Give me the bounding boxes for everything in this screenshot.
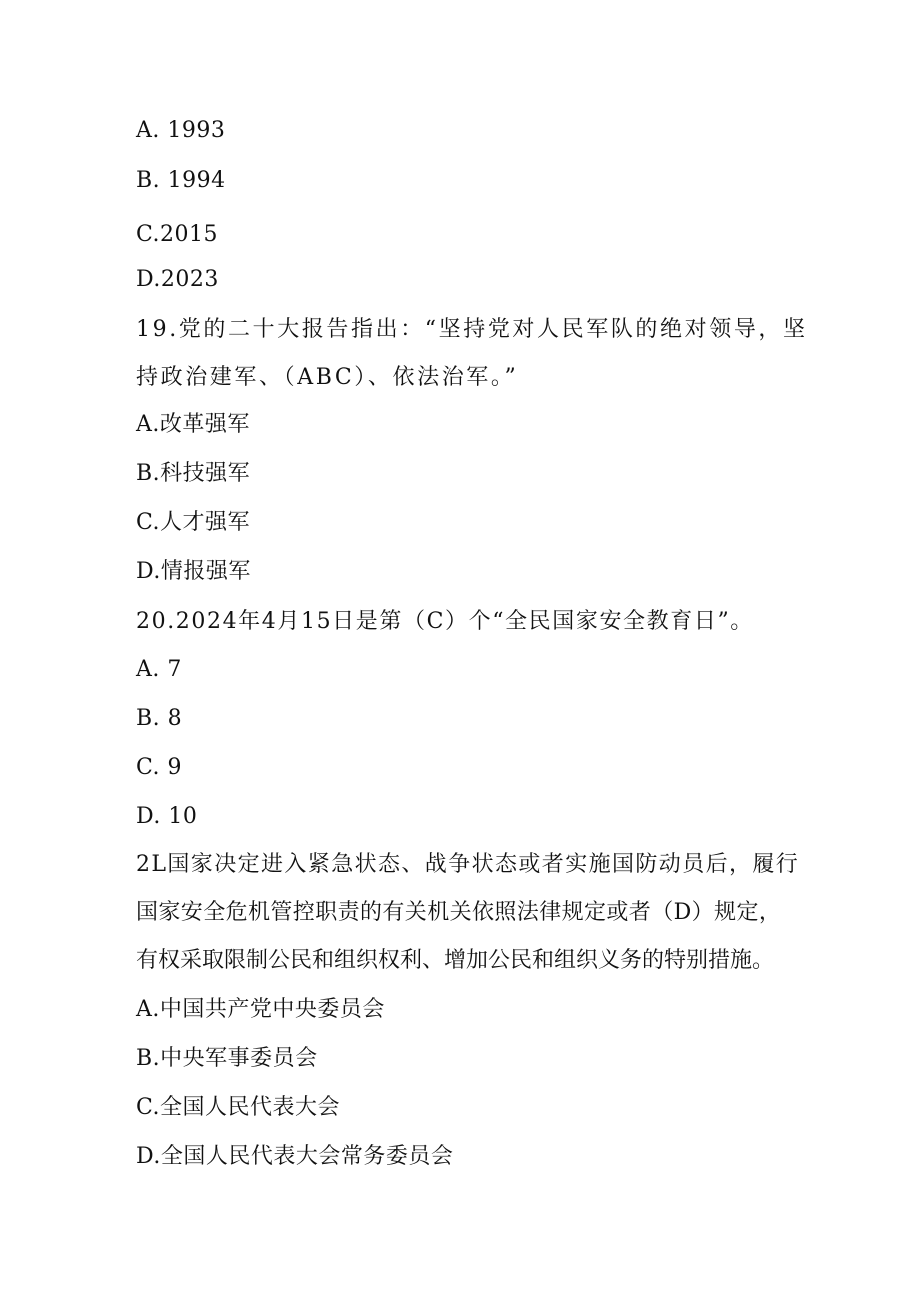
q21-option-a: A.中国共产党中央委员会 bbox=[136, 997, 385, 1022]
q20-option-b: B. 8 bbox=[136, 706, 183, 731]
q19-option-d: D.情报强军 bbox=[136, 559, 251, 584]
q21-stem-line-3: 有权采取限制公民和组织权利、增加公民和组织义务的特别措施。 bbox=[136, 948, 775, 973]
q18-option-c: C.2015 bbox=[136, 222, 219, 247]
q19-option-c: C.人才强军 bbox=[136, 510, 251, 535]
q21-stem-line-1: 2L国家决定进入紧急状态、战争状态或者实施国防动员后，履行 bbox=[136, 852, 800, 877]
q20-option-d: D. 10 bbox=[136, 804, 198, 829]
q18-option-a: A. 1993 bbox=[136, 118, 226, 143]
q20-stem-line-1: 20.2024年4月15日是第（C）个“全民国家安全教育日”。 bbox=[136, 609, 754, 634]
q19-stem-line-1: 19.党的二十大报告指出：“坚持党对人民军队的绝对领导，坚 bbox=[136, 317, 808, 342]
q21-option-c: C.全国人民代表大会 bbox=[136, 1095, 341, 1120]
q21-option-b: B.中央军事委员会 bbox=[136, 1046, 318, 1071]
q21-stem-line-2: 国家安全危机管控职责的有关机关依照法律规定或者（D）规定， bbox=[136, 900, 782, 925]
q20-option-a: A. 7 bbox=[136, 657, 182, 682]
q19-option-a: A.改革强军 bbox=[136, 412, 250, 437]
q19-option-b: B.科技强军 bbox=[136, 461, 251, 486]
q18-option-b: B. 1994 bbox=[136, 168, 226, 193]
q21-option-d: D.全国人民代表大会常务委员会 bbox=[136, 1144, 454, 1169]
q18-option-d: D.2023 bbox=[136, 267, 219, 292]
q20-option-c: C. 9 bbox=[136, 755, 183, 780]
q19-stem-line-2: 持政治建军、（ABC）、依法治军。” bbox=[136, 365, 519, 390]
